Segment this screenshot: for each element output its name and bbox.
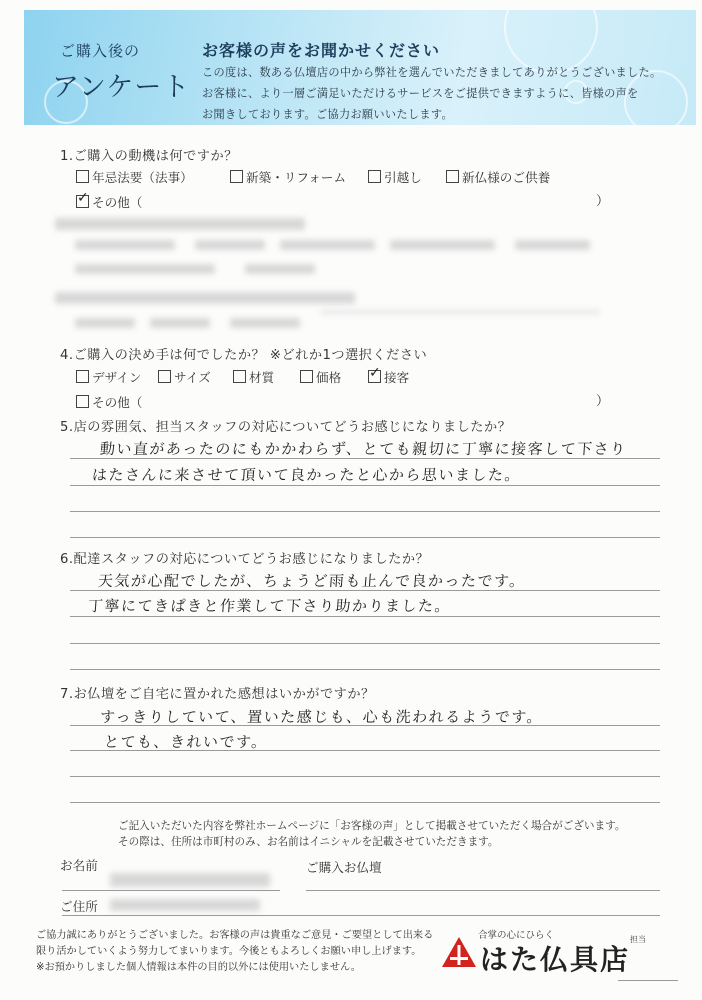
handwritten-answer: とても、きれいです。: [103, 733, 269, 751]
option-label: 新築・リフォーム: [246, 170, 347, 185]
answer-line: [70, 643, 660, 644]
option-label: 接客: [384, 370, 410, 385]
option-label: 新仏様のご供養: [462, 170, 551, 185]
checkbox[interactable]: [446, 170, 459, 183]
footer-line: ※お預かりしました個人情報は本件の目的以外には使用いたしません。: [36, 962, 361, 973]
close-paren: ）: [596, 194, 610, 209]
notice-line: ご記入いただいた内容を弊社ホームページに「お客様の声」として掲載させていただく場合がございます。: [118, 820, 626, 832]
answer-line: [70, 590, 660, 591]
close-paren: ）: [596, 394, 610, 409]
redacted-text: [55, 292, 355, 304]
logo-name: はた仏具店: [480, 943, 631, 976]
checkbox[interactable]: [368, 170, 381, 183]
q4-option-design[interactable]: [76, 367, 142, 386]
redacted-text: [55, 218, 305, 230]
notice-line: その際は、住所は市町村のみ、お名前はイニシャルを記載させていただきます。: [118, 836, 499, 848]
intro-line: お聞きしております。ご協力お願いいたします。: [202, 108, 453, 121]
staff-stamp-area[interactable]: [618, 950, 678, 981]
option-label: 年忌法要（法事）: [92, 170, 193, 185]
answer-line: [70, 669, 660, 670]
staff-label: 担当: [630, 935, 646, 944]
q4-option-size[interactable]: [158, 367, 211, 386]
banner-left: [52, 40, 212, 104]
checkbox[interactable]: [300, 370, 313, 383]
redacted-text: [150, 318, 210, 328]
q1-option-hoji[interactable]: [76, 167, 193, 186]
butsudan-field-line[interactable]: [306, 890, 660, 891]
q1-option-kuyo[interactable]: [446, 167, 550, 186]
logo-mark-icon: [440, 935, 478, 969]
q1-option-other[interactable]: [76, 192, 142, 211]
answer-line: [70, 511, 660, 512]
q4-option-material[interactable]: [233, 367, 274, 386]
handwritten-answer: はたさんに来させて頂いて良かったと心から思いました。: [91, 466, 522, 484]
answer-line: [70, 750, 660, 751]
redacted-text: [230, 318, 300, 328]
answer-line: [70, 537, 660, 538]
question-6: 6.配達スタッフの対応についてどうお感じになりましたか？: [60, 552, 430, 567]
address-label: ご住所: [60, 899, 98, 914]
handwritten-answer: 天気が心配でしたが、ちょうど雨も止んで良かったです。: [97, 572, 527, 590]
redacted-text: [245, 264, 315, 274]
redacted-text: [75, 318, 135, 328]
address-field-line[interactable]: [62, 915, 660, 916]
logo-tagline: 合掌の心にひらく: [478, 930, 555, 941]
intro-line: お客様に、より一層ご満足いただけるサービスをご提供できますように、皆様の声を: [202, 87, 639, 100]
name-label: お名前: [60, 858, 98, 873]
banner-intro: [202, 62, 692, 125]
checkbox[interactable]: [230, 170, 243, 183]
redacted-text: [280, 240, 375, 250]
redacted-text: [320, 310, 600, 314]
header-banner: [24, 10, 696, 125]
name-field-line[interactable]: [62, 890, 280, 891]
option-label: 価格: [316, 370, 342, 385]
handwritten-answer: 丁寧にてきぱきと作業して下さり助かりました。: [87, 597, 452, 615]
redacted-address: [110, 899, 260, 911]
q1-option-shinchiku[interactable]: [230, 167, 346, 186]
intro-line: この度は、数ある仏壇店の中から弊社を選んでいただきましてありがとうございました。: [202, 66, 662, 79]
answer-line: [70, 776, 660, 777]
q4-option-price[interactable]: [300, 367, 341, 386]
footer-line: 限り活かしていくよう努力してまいります。今後ともよろしくお願い申し上げます。: [36, 946, 422, 957]
option-label: その他（: [92, 195, 143, 210]
checkbox[interactable]: [158, 370, 171, 383]
checkbox[interactable]: [233, 370, 246, 383]
answer-line: [70, 485, 660, 486]
redacted-text: [390, 240, 495, 250]
answer-line: [70, 802, 660, 803]
option-label: 引越し: [384, 170, 422, 185]
handwritten-answer: すっきりしていて、置いた感じも、心も洗われるようです。: [99, 708, 544, 726]
question-4: 4.ご購入の決め手は何でしたか？ ※どれか1つ選択ください: [60, 348, 428, 363]
question-5: 5.店の雰囲気、担当スタッフの対応についてどうお感じになりましたか？: [60, 420, 512, 435]
banner-subtitle: ご購入後の: [60, 42, 141, 60]
option-label: サイズ: [174, 370, 211, 385]
question-1: 1.ご購入の動機は何ですか？: [60, 149, 238, 164]
answer-line: [70, 725, 660, 726]
footer-text: [36, 928, 433, 976]
checkbox[interactable]: [76, 395, 89, 408]
checkbox-checked[interactable]: [368, 370, 381, 383]
redacted-name: [110, 873, 270, 887]
answer-line: [70, 458, 660, 459]
redacted-text: [195, 240, 265, 250]
redacted-text: [75, 264, 215, 274]
option-label: デザイン: [92, 370, 142, 385]
q4-option-other[interactable]: [76, 392, 142, 411]
handwritten-answer: 動い直があったのにもかかわらず、とても親切に丁寧に接客して下さり: [99, 440, 628, 458]
banner-heading: お客様の声をお聞かせください: [202, 41, 441, 60]
butsudan-label: ご購入お仏壇: [306, 860, 382, 875]
q4-option-service[interactable]: [368, 367, 409, 386]
banner-title: アンケート: [52, 72, 191, 103]
q1-option-hikkoshi[interactable]: [368, 167, 422, 186]
question-7: 7.お仏壇をご自宅に置かれた感想はいかがですか？: [60, 687, 375, 702]
redacted-text: [515, 240, 590, 250]
checkbox[interactable]: [76, 170, 89, 183]
answer-line: [70, 616, 660, 617]
option-label: 材質: [249, 370, 275, 385]
footer-line: ご協力誠にありがとうございました。お客様の声は貴重なご意見・ご要望として出来る: [36, 930, 434, 941]
option-label: その他（: [92, 395, 143, 410]
checkbox[interactable]: [76, 370, 89, 383]
redacted-text: [75, 240, 175, 250]
checkbox-checked[interactable]: [76, 195, 89, 208]
